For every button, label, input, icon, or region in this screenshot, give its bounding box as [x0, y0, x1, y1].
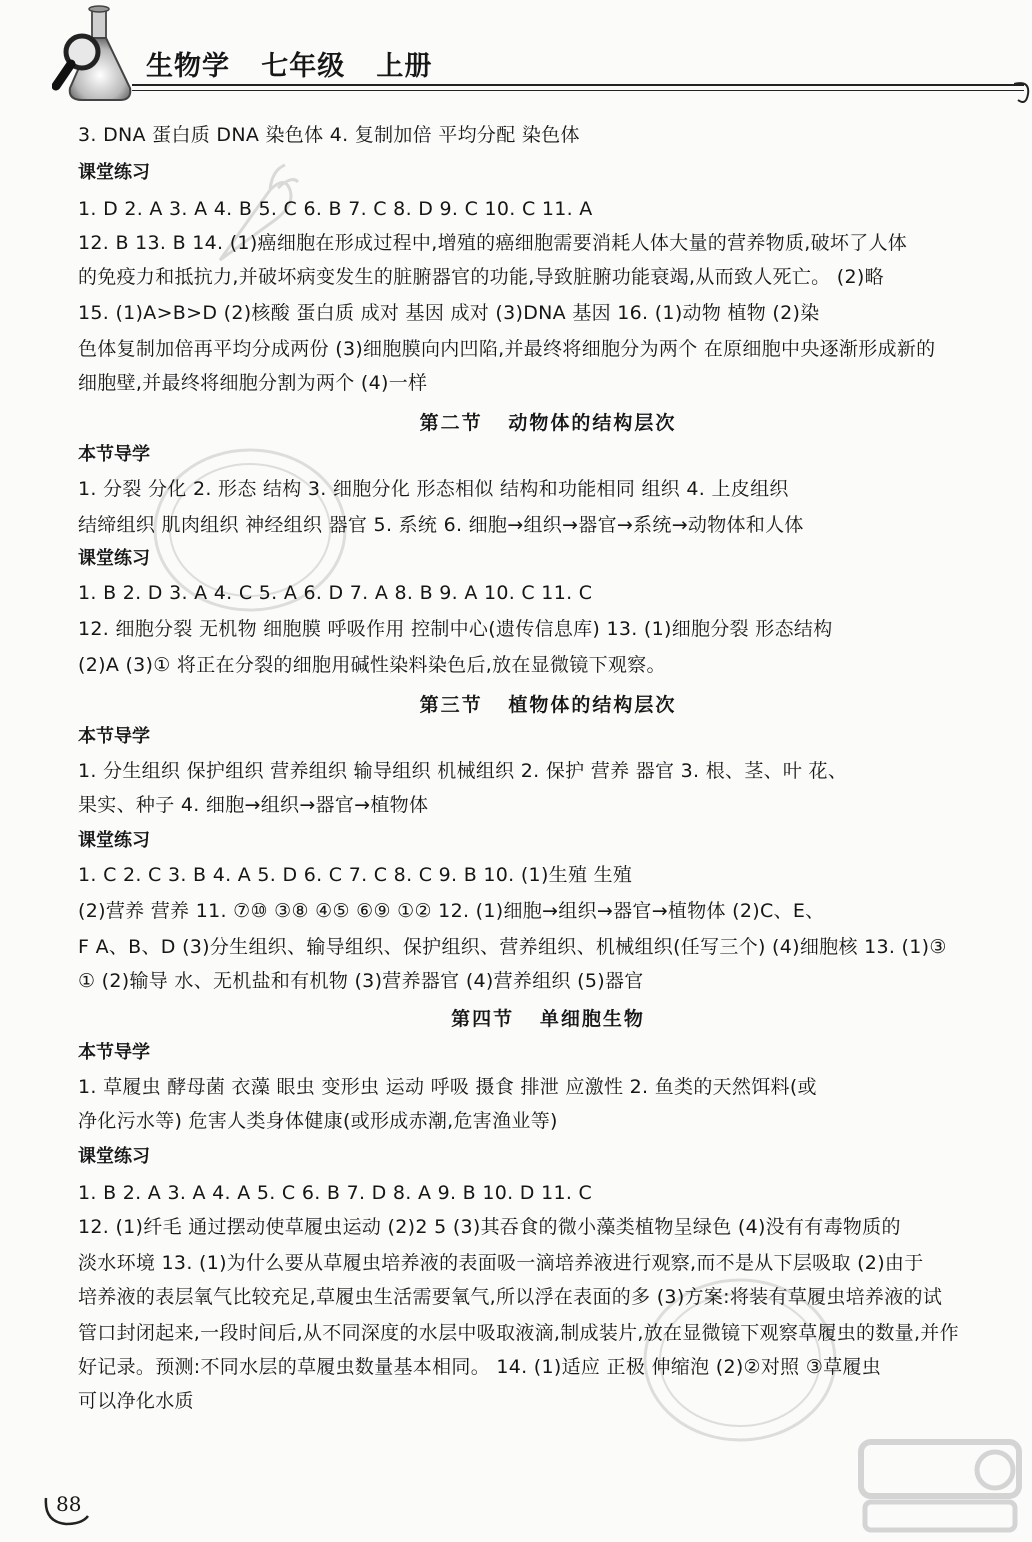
answer-line: 管口封闭起来,一段时间后,从不同深度的水层中吸取液滴,制成装片,放在显微镜下观察草履虫的数量,并作: [78, 1322, 959, 1344]
answer-line: 的免疫力和抵抗力,并破坏病变发生的脏腑器官的功能,导致脏腑功能衰竭,从而致人死亡。 (2)略: [78, 266, 884, 288]
answer-line: (2)A (3)① 将正在分裂的细胞用碱性染料染色后,放在显微镜下观察。: [78, 654, 666, 676]
page-number-text: 88: [56, 1492, 82, 1516]
header-rule-thin: [132, 90, 1024, 91]
answer-line: (2)营养 营养 11. ⑦⑩ ③⑧ ④⑤ ⑥⑨ ①② 12. (1)细胞→组织→器官→植物体 (2)C、E、: [78, 900, 825, 922]
section-title-3: 第三节 植物体的结构层次: [419, 694, 677, 716]
answer-line: 果实、种子 4. 细胞→组织→器官→植物体: [78, 794, 429, 816]
rule-curl-ornament: [1014, 70, 1032, 110]
heading-practice: 课堂练习: [78, 1146, 150, 1167]
heading-guide: 本节导学: [78, 444, 150, 465]
header-rule: [132, 84, 1024, 86]
answer-line: 色体复制加倍再平均分成两份 (3)细胞膜向内凹陷,并最终将细胞分为两个 在原细胞中央逐渐形成新的: [78, 338, 936, 360]
answer-line: 淡水环境 13. (1)为什么要从草履虫培养液的表面吸一滴培养液进行观察,而不是从下层吸取 (2)由于: [78, 1252, 924, 1274]
heading-guide: 本节导学: [78, 726, 150, 747]
answer-line: 1. D 2. A 3. A 4. B 5. C 6. B 7. C 8. D 9. C 10. C 11. A: [78, 198, 593, 220]
heading-practice: 课堂练习: [78, 162, 150, 183]
flask-magnifier-logo: [52, 4, 138, 104]
heading-practice: 课堂练习: [78, 548, 150, 569]
answer-line: 培养液的表层氧气比较充足,草履虫生活需要氧气,所以浮在表面的多 (3)方案:将装有草履虫培养液的试: [78, 1286, 943, 1308]
answer-line: 净化污水等) 危害人类身体健康(或形成赤潮,危害渔业等): [78, 1110, 558, 1132]
answer-line: 12. 细胞分裂 无机物 细胞膜 呼吸作用 控制中心(遗传信息库) 13. (1)细胞分裂 形态结构: [78, 618, 833, 640]
answer-line: ① (2)输导 水、无机盐和有机物 (3)营养器官 (4)营养组织 (5)器官: [78, 970, 644, 992]
answer-line: 细胞壁,并最终将细胞分割为两个 (4)一样: [78, 372, 428, 394]
answer-line: 好记录。预测:不同水层的草履虫数量基本相同。 14. (1)适应 正极 伸缩泡 (2)②对照 ③草履虫: [78, 1356, 882, 1378]
book-title: 生物学 七年级 上册: [146, 51, 433, 82]
page-header: [0, 0, 1032, 110]
answer-line: 15. (1)A>B>D (2)核酸 蛋白质 成对 基因 成对 (3)DNA 基因 16. (1)动物 植物 (2)染: [78, 302, 820, 324]
answer-line: 3. DNA 蛋白质 DNA 染色体 4. 复制加倍 平均分配 染色体: [78, 124, 580, 146]
answer-line: 12. B 13. B 14. (1)癌细胞在形成过程中,增殖的癌细胞需要消耗人体大量的营养物质,破坏了人体: [78, 232, 908, 254]
answer-line: 可以净化水质: [78, 1390, 194, 1412]
answer-line: 结缔组织 肌肉组织 神经组织 器官 5. 系统 6. 细胞→组织→器官→系统→动物体和人体: [78, 514, 804, 536]
heading-guide: 本节导学: [78, 1042, 150, 1063]
answer-line: 1. B 2. D 3. A 4. C 5. A 6. D 7. A 8. B 9. A 10. C 11. C: [78, 582, 593, 604]
answer-line: 1. 草履虫 酵母菌 衣藻 眼虫 变形虫 运动 呼吸 摄食 排泄 应激性 2. 鱼类的天然饵料(或: [78, 1076, 817, 1098]
answer-line: 1. 分裂 分化 2. 形态 结构 3. 细胞分化 形态相似 结构和功能相同 组织 4. 上皮组织: [78, 478, 789, 500]
answer-line: 1. C 2. C 3. B 4. A 5. D 6. C 7. C 8. C 9. B 10. (1)生殖 生殖: [78, 864, 633, 886]
answer-line: 1. 分生组织 保护组织 营养组织 输导组织 机械组织 2. 保护 营养 器官 3. 根、茎、叶 花、: [78, 760, 848, 782]
site-watermark-logo: [855, 1436, 1025, 1536]
answer-line: 12. (1)纤毛 通过摆动使草履虫运动 (2)2 5 (3)其吞食的微小藻类植物呈绿色 (4)没有有毒物质的: [78, 1216, 901, 1238]
page-number: [42, 1488, 90, 1528]
section-title-2: 第二节 动物体的结构层次: [419, 412, 677, 434]
heading-practice: 课堂练习: [78, 830, 150, 851]
answer-line: F A、B、D (3)分生组织、输导组织、保护组织、营养组织、机械组织(任写三个) (4)细胞核 13. (1)③: [78, 936, 947, 958]
section-title-4: 第四节 单细胞生物: [451, 1008, 645, 1030]
answer-line: 1. B 2. A 3. A 4. A 5. C 6. B 7. D 8. A 9. B 10. D 11. C: [78, 1182, 593, 1204]
